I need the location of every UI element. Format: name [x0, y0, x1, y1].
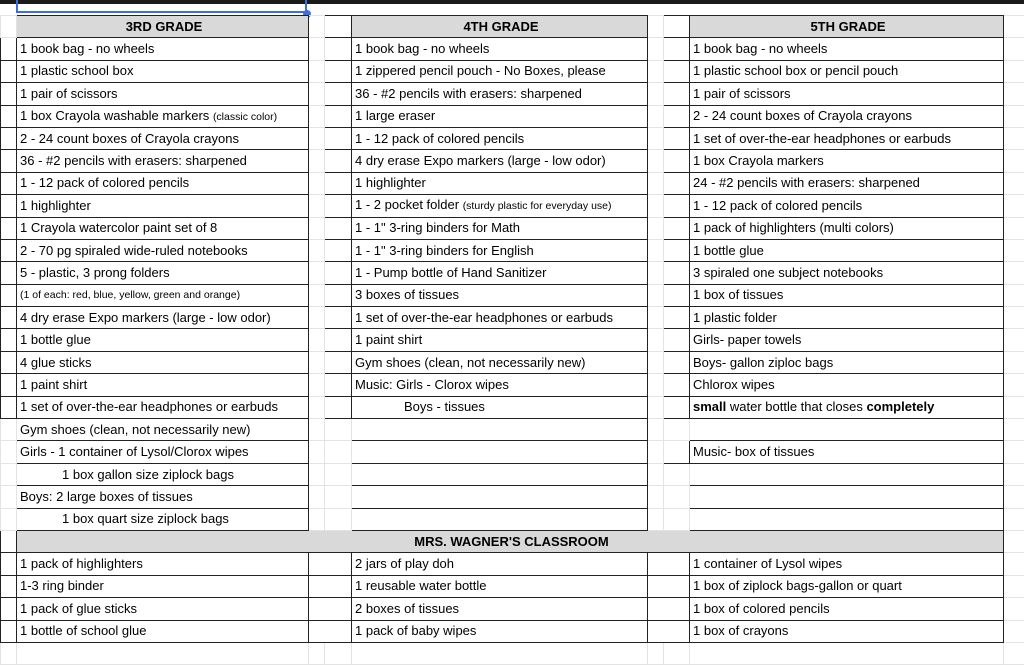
grid-cell[interactable]: [325, 396, 352, 418]
sheet-row: [1, 553, 1024, 575]
grid-cell[interactable]: [1004, 575, 1024, 597]
grade5-item[interactable]: 1 box Crayola markers: [690, 150, 1004, 172]
grid-cell[interactable]: [1, 262, 17, 284]
grid-cell[interactable]: [325, 172, 352, 194]
grade4-item[interactable]: [352, 441, 648, 463]
grid-cell[interactable]: [325, 239, 352, 261]
grade3-item[interactable]: 36 - #2 pencils with erasers: sharpened: [17, 150, 309, 172]
grade3-item[interactable]: 4 dry erase Expo markers (large - low odor): [17, 307, 309, 329]
grade5-item[interactable]: 1 box of tissues: [690, 284, 1004, 306]
sheet-row: [1, 172, 1024, 194]
grid-cell[interactable]: [648, 172, 664, 194]
sheet-row: [1, 83, 1024, 105]
grid-cell[interactable]: [664, 195, 690, 217]
grid-cell[interactable]: [325, 307, 352, 329]
grid-cell[interactable]: [690, 642, 1004, 664]
g5-bottle-a: small: [693, 399, 726, 414]
grid-cell[interactable]: [664, 351, 690, 373]
grid-cell[interactable]: [325, 284, 352, 306]
grid-cell[interactable]: [1, 553, 17, 575]
grade4-item[interactable]: [352, 486, 648, 508]
sheet-row: [1, 16, 1024, 38]
grade4-item[interactable]: [352, 195, 648, 217]
grid-cell[interactable]: [1, 486, 17, 508]
grid-cell[interactable]: [325, 195, 352, 217]
grade3-item[interactable]: 1 pair of scissors: [17, 83, 309, 105]
grid-cell[interactable]: [1, 329, 17, 351]
grade4-item[interactable]: 1 zippered pencil pouch - No Boxes, please: [352, 60, 648, 82]
grid-cell[interactable]: [325, 16, 352, 38]
grid-cell[interactable]: [1004, 127, 1024, 149]
grid-cell[interactable]: [325, 463, 352, 485]
grade4-item[interactable]: 1 - 1" 3-ring binders for English: [352, 239, 648, 261]
wagner-item[interactable]: 1 pack of glue sticks: [17, 598, 309, 620]
grade4-item[interactable]: [352, 419, 648, 441]
grid-cell[interactable]: [325, 486, 352, 508]
grid-cell[interactable]: [648, 38, 664, 60]
grade5-item[interactable]: 1 pair of scissors: [690, 83, 1004, 105]
grid-cell[interactable]: [1004, 150, 1024, 172]
grid-cell[interactable]: [1004, 642, 1024, 664]
grade3-item[interactable]: 1 - 12 pack of colored pencils: [17, 172, 309, 194]
grade3-item[interactable]: 1 box quart size ziplock bags: [17, 508, 309, 530]
grid-cell[interactable]: [664, 284, 690, 306]
grade4-item[interactable]: 1 paint shirt: [352, 329, 648, 351]
wagner-item[interactable]: 1 box of crayons: [690, 620, 1004, 642]
grid-cell[interactable]: [664, 508, 690, 530]
grid-cell[interactable]: [1004, 195, 1024, 217]
grade5-item[interactable]: 3 spiraled one subject notebooks: [690, 262, 1004, 284]
grid-cell[interactable]: [1, 419, 17, 441]
grid-cell[interactable]: [325, 329, 352, 351]
grid-cell[interactable]: [309, 419, 325, 441]
grid-cell[interactable]: [648, 374, 664, 396]
sheet-row: [1, 530, 1024, 552]
grid-cell[interactable]: [648, 329, 664, 351]
grid-cell[interactable]: [325, 351, 352, 373]
grid-cell[interactable]: [1004, 419, 1024, 441]
header-grade3[interactable]: 3RD GRADE: [17, 16, 309, 38]
grade3-item[interactable]: 1 bottle glue: [17, 329, 309, 351]
grid-cell[interactable]: [309, 239, 325, 261]
grade3-item[interactable]: 1 box gallon size ziplock bags: [17, 463, 309, 485]
grid-cell[interactable]: [648, 486, 664, 508]
grade4-item[interactable]: 1 set of over-the-ear headphones or earbuds: [352, 307, 648, 329]
grid-cell[interactable]: [325, 419, 352, 441]
grade4-item[interactable]: 1 large eraser: [352, 105, 648, 127]
grid-cell[interactable]: [309, 553, 352, 575]
grid-cell[interactable]: [325, 374, 352, 396]
sheet-row: [1, 642, 1024, 664]
grid-cell[interactable]: [1, 575, 17, 597]
grid-cell[interactable]: [309, 351, 325, 373]
sheet-row: [1, 262, 1024, 284]
grid-cell[interactable]: [664, 329, 690, 351]
grid-cell[interactable]: [648, 195, 664, 217]
grade5-item[interactable]: 1 pack of highlighters (multi colors): [690, 217, 1004, 239]
grid-cell[interactable]: [648, 262, 664, 284]
grid-cell[interactable]: [1, 351, 17, 373]
grade3-item[interactable]: Girls - 1 container of Lysol/Clorox wipes: [17, 441, 309, 463]
grid-cell[interactable]: [1004, 239, 1024, 261]
header-wagner[interactable]: MRS. WAGNER'S CLASSROOM: [17, 530, 1004, 552]
sheet-row: [1, 105, 1024, 127]
grid-cell[interactable]: [1, 598, 17, 620]
grid-cell[interactable]: [1, 83, 17, 105]
grid-cell[interactable]: [325, 441, 352, 463]
grade5-item[interactable]: Chlorox wipes: [690, 374, 1004, 396]
grid-cell[interactable]: [648, 553, 690, 575]
sheet-row: [1, 127, 1024, 149]
grade5-item[interactable]: 1 plastic school box or pencil pouch: [690, 60, 1004, 82]
sheet-row: [1, 374, 1024, 396]
grid-cell[interactable]: [648, 575, 690, 597]
grid-cell[interactable]: [648, 620, 690, 642]
grid-cell[interactable]: [352, 642, 648, 664]
grid-cell[interactable]: [664, 307, 690, 329]
grid-cell[interactable]: [309, 105, 325, 127]
grade3-item[interactable]: 1 Crayola watercolor paint set of 8: [17, 217, 309, 239]
grid-cell[interactable]: [664, 441, 690, 463]
grade5-item[interactable]: [690, 419, 1004, 441]
grid-cell[interactable]: [325, 60, 352, 82]
grade4-item[interactable]: 1 highlighter: [352, 172, 648, 194]
grade3-item[interactable]: Boys: 2 large boxes of tissues: [17, 486, 309, 508]
sheet-row: [1, 329, 1024, 351]
grid-cell[interactable]: [1004, 217, 1024, 239]
wagner-item[interactable]: 1 bottle of school glue: [17, 620, 309, 642]
grade5-item[interactable]: 2 - 24 count boxes of Crayola crayons: [690, 105, 1004, 127]
grid-cell[interactable]: [648, 307, 664, 329]
grid-cell[interactable]: [664, 150, 690, 172]
grade5-item[interactable]: 1 plastic folder: [690, 307, 1004, 329]
grid-cell[interactable]: [309, 38, 325, 60]
grade4-item[interactable]: 1 - 12 pack of colored pencils: [352, 127, 648, 149]
grid-cell[interactable]: [309, 83, 325, 105]
grid-cell[interactable]: [1004, 329, 1024, 351]
grid-cell[interactable]: [325, 83, 352, 105]
wagner-item[interactable]: 2 jars of play doh: [352, 553, 648, 575]
sheet-row: [1, 284, 1024, 306]
grid-cell[interactable]: [325, 38, 352, 60]
grid-cell[interactable]: [1004, 508, 1024, 530]
sheet-row: [1, 60, 1024, 82]
grid-cell[interactable]: [309, 463, 325, 485]
grid-cell[interactable]: [1, 441, 17, 463]
grid-cell[interactable]: [664, 419, 690, 441]
grid-cell[interactable]: [1004, 284, 1024, 306]
grid-cell[interactable]: [648, 396, 664, 418]
grid-cell[interactable]: [309, 642, 325, 664]
grid-cell[interactable]: [325, 217, 352, 239]
grid-cell[interactable]: [309, 217, 325, 239]
grid-cell[interactable]: [648, 463, 664, 485]
grid-cell[interactable]: [1, 307, 17, 329]
grid-cell[interactable]: [309, 396, 325, 418]
grade5-item[interactable]: [690, 463, 1004, 485]
grid-cell[interactable]: [664, 262, 690, 284]
wagner-item[interactable]: 1 reusable water bottle: [352, 575, 648, 597]
grid-cell[interactable]: [664, 642, 690, 664]
grid-cell[interactable]: [325, 262, 352, 284]
wagner-item[interactable]: 1 box of ziplock bags-gallon or quart: [690, 575, 1004, 597]
sheet-row: [1, 486, 1024, 508]
grid-cell[interactable]: [648, 284, 664, 306]
grid-cell[interactable]: [1, 217, 17, 239]
grid-cell[interactable]: [648, 419, 664, 441]
grid-cell[interactable]: [1, 642, 17, 664]
grid-cell[interactable]: [1004, 351, 1024, 373]
grade4-item[interactable]: 36 - #2 pencils with erasers: sharpened: [352, 83, 648, 105]
grade3-item[interactable]: (1 of each: red, blue, yellow, green and orange): [17, 284, 309, 306]
grid-cell[interactable]: [325, 150, 352, 172]
grid-cell[interactable]: [664, 60, 690, 82]
grid-cell[interactable]: [309, 441, 325, 463]
sheet-row: [1, 351, 1024, 373]
grid-cell[interactable]: [1004, 598, 1024, 620]
grade4-item[interactable]: [352, 508, 648, 530]
grid-cell[interactable]: [309, 329, 325, 351]
grid-cell[interactable]: [664, 463, 690, 485]
sheet-row: [1, 217, 1024, 239]
grid-cell[interactable]: [648, 150, 664, 172]
grid-cell[interactable]: [1004, 463, 1024, 485]
grade5-item[interactable]: Girls- paper towels: [690, 329, 1004, 351]
grid-cell[interactable]: [664, 239, 690, 261]
grid-cell[interactable]: [309, 60, 325, 82]
grid-cell[interactable]: [664, 127, 690, 149]
g3-note: (classic color): [213, 111, 277, 123]
sheet-row: [1, 598, 1024, 620]
grid-cell[interactable]: [1004, 486, 1024, 508]
grid-cell[interactable]: [1, 105, 17, 127]
grid-cell[interactable]: [1, 16, 17, 38]
grade4-item[interactable]: Music: Girls - Clorox wipes: [352, 374, 648, 396]
grid-cell[interactable]: [309, 150, 325, 172]
grid-cell[interactable]: [664, 38, 690, 60]
grid-cell[interactable]: [664, 105, 690, 127]
grade5-item[interactable]: Boys- gallon ziploc bags: [690, 351, 1004, 373]
grid-cell[interactable]: [1004, 172, 1024, 194]
grid-cell[interactable]: [1004, 530, 1024, 552]
grade3-item[interactable]: 4 glue sticks: [17, 351, 309, 373]
sheet-row: [1, 508, 1024, 530]
wagner-item[interactable]: 1-3 ring binder: [17, 575, 309, 597]
grid-cell[interactable]: [309, 172, 325, 194]
grid-cell[interactable]: [648, 217, 664, 239]
grid-cell[interactable]: [1004, 262, 1024, 284]
grid-cell[interactable]: [309, 284, 325, 306]
grid-cell[interactable]: [1004, 396, 1024, 418]
wagner-item[interactable]: 1 pack of highlighters: [17, 553, 309, 575]
grid-cell[interactable]: [648, 598, 690, 620]
wagner-item[interactable]: 1 container of Lysol wipes: [690, 553, 1004, 575]
grid-cell[interactable]: [1, 150, 17, 172]
grid-cell[interactable]: [1, 374, 17, 396]
grid-cell[interactable]: [309, 620, 352, 642]
grid-cell[interactable]: [664, 486, 690, 508]
grade3-item[interactable]: 2 - 70 pg spiraled wide-ruled notebooks: [17, 239, 309, 261]
grade5-item[interactable]: 1 - 12 pack of colored pencils: [690, 195, 1004, 217]
grid-cell[interactable]: [1, 239, 17, 261]
grid-cell[interactable]: [309, 262, 325, 284]
grid-cell[interactable]: [1004, 374, 1024, 396]
cell-selection-outline[interactable]: [16, 0, 307, 13]
grid-cell[interactable]: [325, 127, 352, 149]
grade5-item[interactable]: 1 set of over-the-ear headphones or earbuds: [690, 127, 1004, 149]
grid-cell[interactable]: [664, 16, 690, 38]
grid-cell[interactable]: [648, 239, 664, 261]
grid-cell[interactable]: [1, 396, 17, 418]
grid-cell[interactable]: [648, 508, 664, 530]
grade3-item[interactable]: Gym shoes (clean, not necessarily new): [17, 419, 309, 441]
grid-cell[interactable]: [1, 38, 17, 60]
grade3-item[interactable]: [17, 105, 309, 127]
grid-cell[interactable]: [1004, 307, 1024, 329]
sheet-row: [1, 195, 1024, 217]
grid-cell[interactable]: [664, 83, 690, 105]
grade3-item[interactable]: 2 - 24 count boxes of Crayola crayons: [17, 127, 309, 149]
grade4-item[interactable]: Gym shoes (clean, not necessarily new): [352, 351, 648, 373]
supply-list-grid: [0, 15, 1024, 665]
grid-cell[interactable]: [664, 172, 690, 194]
grade4-item[interactable]: 1 - Pump bottle of Hand Sanitizer: [352, 262, 648, 284]
grid-cell[interactable]: [1, 195, 17, 217]
grade5-item[interactable]: 1 book bag - no wheels: [690, 38, 1004, 60]
grid-cell[interactable]: [309, 195, 325, 217]
g3-item: 1 box Crayola washable markers: [20, 108, 209, 123]
grid-cell[interactable]: [648, 642, 664, 664]
grade4-item[interactable]: Boys - tissues: [352, 396, 648, 418]
grid-cell[interactable]: [648, 105, 664, 127]
grid-cell[interactable]: [309, 508, 325, 530]
sheet-row: [1, 419, 1024, 441]
sheet-row: [1, 575, 1024, 597]
grid-cell[interactable]: [1004, 620, 1024, 642]
grid-cell[interactable]: [1, 284, 17, 306]
grid-cell[interactable]: [648, 351, 664, 373]
header-grade5[interactable]: 5TH GRADE: [690, 16, 1004, 38]
grid-cell[interactable]: [309, 127, 325, 149]
g5-bottle-c: completely: [866, 399, 934, 414]
grid-cell[interactable]: [309, 575, 352, 597]
wagner-item[interactable]: 1 box of colored pencils: [690, 598, 1004, 620]
sheet-row: [1, 239, 1024, 261]
grid-cell[interactable]: [1, 620, 17, 642]
sheet-row: [1, 38, 1024, 60]
grade4-item[interactable]: 4 dry erase Expo markers (large - low odor): [352, 150, 648, 172]
g4-item: 1 - 2 pocket folder: [355, 197, 459, 212]
grid-cell[interactable]: [664, 217, 690, 239]
grade3-item[interactable]: 1 paint shirt: [17, 374, 309, 396]
grid-cell[interactable]: [648, 441, 664, 463]
grid-cell[interactable]: [648, 60, 664, 82]
grid-cell[interactable]: [1004, 553, 1024, 575]
grade5-item[interactable]: [690, 508, 1004, 530]
grid-cell[interactable]: [1, 60, 17, 82]
grade4-item[interactable]: 3 boxes of tissues: [352, 284, 648, 306]
grid-cell[interactable]: [648, 83, 664, 105]
g5-bottle-b: water bottle that closes: [726, 399, 866, 414]
grade3-item[interactable]: 1 plastic school box: [17, 60, 309, 82]
sheet-row: [1, 150, 1024, 172]
grid-cell[interactable]: [1, 530, 17, 552]
grid-cell[interactable]: [17, 642, 309, 664]
sheet-row: [1, 396, 1024, 418]
grid-cell[interactable]: [309, 16, 325, 38]
grid-cell[interactable]: [648, 127, 664, 149]
header-grade4[interactable]: 4TH GRADE: [352, 16, 648, 38]
grid-cell[interactable]: [1004, 38, 1024, 60]
grade5-item[interactable]: [690, 486, 1004, 508]
grid-cell[interactable]: [1, 127, 17, 149]
sheet-row: [1, 441, 1024, 463]
grade3-item[interactable]: 1 highlighter: [17, 195, 309, 217]
grade5-item[interactable]: 24 - #2 pencils with erasers: sharpened: [690, 172, 1004, 194]
grid-cell[interactable]: [309, 374, 325, 396]
grid-cell[interactable]: [1004, 16, 1024, 38]
grade3-item[interactable]: 5 - plastic, 3 prong folders: [17, 262, 309, 284]
grade5-item[interactable]: 1 bottle glue: [690, 239, 1004, 261]
grid-cell[interactable]: [1004, 60, 1024, 82]
grid-cell[interactable]: [325, 642, 352, 664]
grid-cell[interactable]: [325, 105, 352, 127]
grade5-item[interactable]: [690, 396, 1004, 418]
grid-cell[interactable]: [309, 486, 325, 508]
sheet-row: [1, 620, 1024, 642]
grade4-item[interactable]: [352, 463, 648, 485]
grid-cell[interactable]: [664, 396, 690, 418]
grade4-item[interactable]: 1 book bag - no wheels: [352, 38, 648, 60]
wagner-item[interactable]: 1 pack of baby wipes: [352, 620, 648, 642]
grid-cell[interactable]: [1004, 105, 1024, 127]
grid-cell[interactable]: [1, 508, 17, 530]
grid-cell[interactable]: [325, 508, 352, 530]
grade3-item[interactable]: 1 set of over-the-ear headphones or earbuds: [17, 396, 309, 418]
wagner-item[interactable]: 2 boxes of tissues: [352, 598, 648, 620]
grid-cell[interactable]: [664, 374, 690, 396]
grid-cell[interactable]: [309, 307, 325, 329]
grid-cell[interactable]: [1, 463, 17, 485]
grid-cell[interactable]: [309, 598, 352, 620]
grid-cell[interactable]: [1004, 83, 1024, 105]
g4-note: (sturdy plastic for everyday use): [463, 200, 612, 212]
grade5-item[interactable]: Music- box of tissues: [690, 441, 1004, 463]
sheet-row: [1, 463, 1024, 485]
grade4-item[interactable]: 1 - 1" 3-ring binders for Math: [352, 217, 648, 239]
sheet-row: [1, 307, 1024, 329]
grid-cell[interactable]: [648, 16, 664, 38]
grid-cell[interactable]: [1004, 441, 1024, 463]
grade3-item[interactable]: 1 book bag - no wheels: [17, 38, 309, 60]
grid-cell[interactable]: [1, 172, 17, 194]
